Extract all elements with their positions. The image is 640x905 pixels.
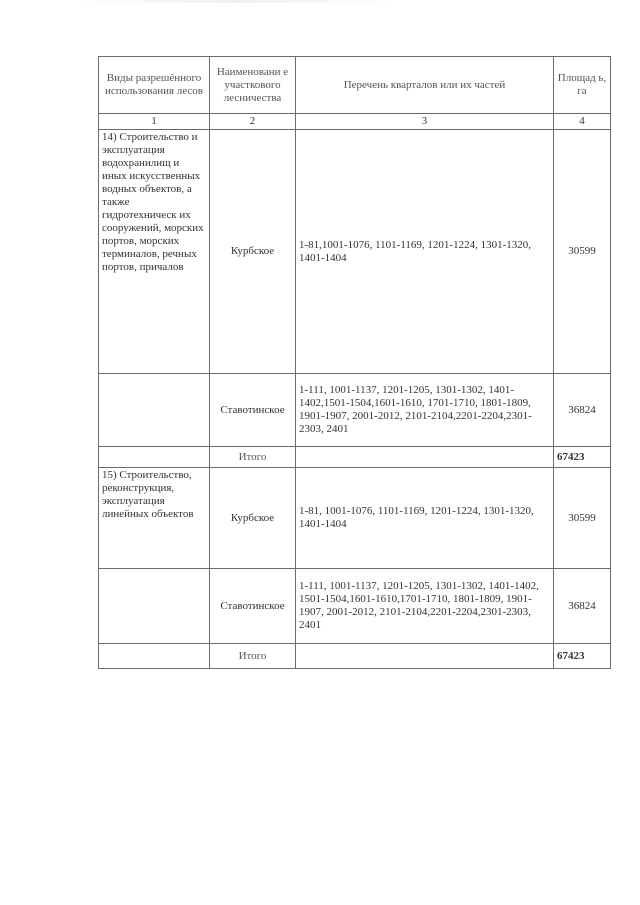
total-area-cell: 67423 — [554, 447, 611, 468]
area-cell: 30599 — [554, 468, 611, 569]
use-kind-cell — [99, 644, 210, 669]
table-row — [99, 569, 611, 644]
header-kind: Виды разрешённого использования лесов — [99, 57, 210, 114]
total-label-cell: Итого — [210, 447, 296, 468]
header-area: Площад ь, га — [554, 57, 611, 114]
table-row-total — [99, 644, 611, 669]
quarters-cell: 1-111, 1001-1137, 1201-1205, 1301-1302, 1401-1402,1501-1504,1601-1610, 1701-1710, 1801-1809, 1901-1907, 2001-2012, 2101-2104,2201-2204,2301-2303, 2401 — [296, 374, 554, 447]
table-row-total — [99, 447, 611, 468]
column-number: 3 — [296, 114, 554, 130]
use-kind-cell — [99, 447, 210, 468]
table-header-row — [99, 57, 611, 114]
table-row — [99, 468, 611, 569]
column-number: 1 — [99, 114, 210, 130]
use-kind-cell: 15) Строительство, реконструкция, эксплуатация линейных объектов — [99, 468, 210, 569]
column-number-row — [99, 114, 611, 130]
area-cell: 36824 — [554, 569, 611, 644]
scan-edge-mark — [70, 0, 400, 3]
quarters-cell — [296, 644, 554, 669]
header-forestry: Наименовани е участкового лесничества — [210, 57, 296, 114]
column-number: 4 — [554, 114, 611, 130]
forestry-cell: Ставотинское — [210, 569, 296, 644]
forestry-cell: Курбское — [210, 468, 296, 569]
forestry-cell: Курбское — [210, 130, 296, 374]
quarters-cell: 1-81,1001-1076, 1101-1169, 1201-1224, 1301-1320, 1401-1404 — [296, 130, 554, 374]
table-row — [99, 130, 611, 374]
quarters-cell: 1-111, 1001-1137, 1201-1205, 1301-1302, 1401-1402, 1501-1504,1601-1610,1701-1710, 1801-1809, 1901-1907, 2001-2012, 2101-2104,2201-2204,2301-2303, 2401 — [296, 569, 554, 644]
total-label-cell: Итого — [210, 644, 296, 669]
area-cell: 30599 — [554, 130, 611, 374]
quarters-cell: 1-81, 1001-1076, 1101-1169, 1201-1224, 1301-1320, 1401-1404 — [296, 468, 554, 569]
area-cell: 36824 — [554, 374, 611, 447]
header-quarters: Перечень кварталов или их частей — [296, 57, 554, 114]
forestry-cell: Ставотинское — [210, 374, 296, 447]
column-number: 2 — [210, 114, 296, 130]
quarters-cell — [296, 447, 554, 468]
table-row — [99, 374, 611, 447]
total-area-cell: 67423 — [554, 644, 611, 669]
use-kind-cell — [99, 374, 210, 447]
use-kind-cell — [99, 569, 210, 644]
use-kind-cell: 14) Строительство и эксплуатация водохранилищ и иных искусственных водных объектов, а также гидротехническ их сооружений, морских портов, морских терминалов, речных портов, причалов — [99, 130, 210, 374]
forest-use-table — [98, 56, 611, 669]
